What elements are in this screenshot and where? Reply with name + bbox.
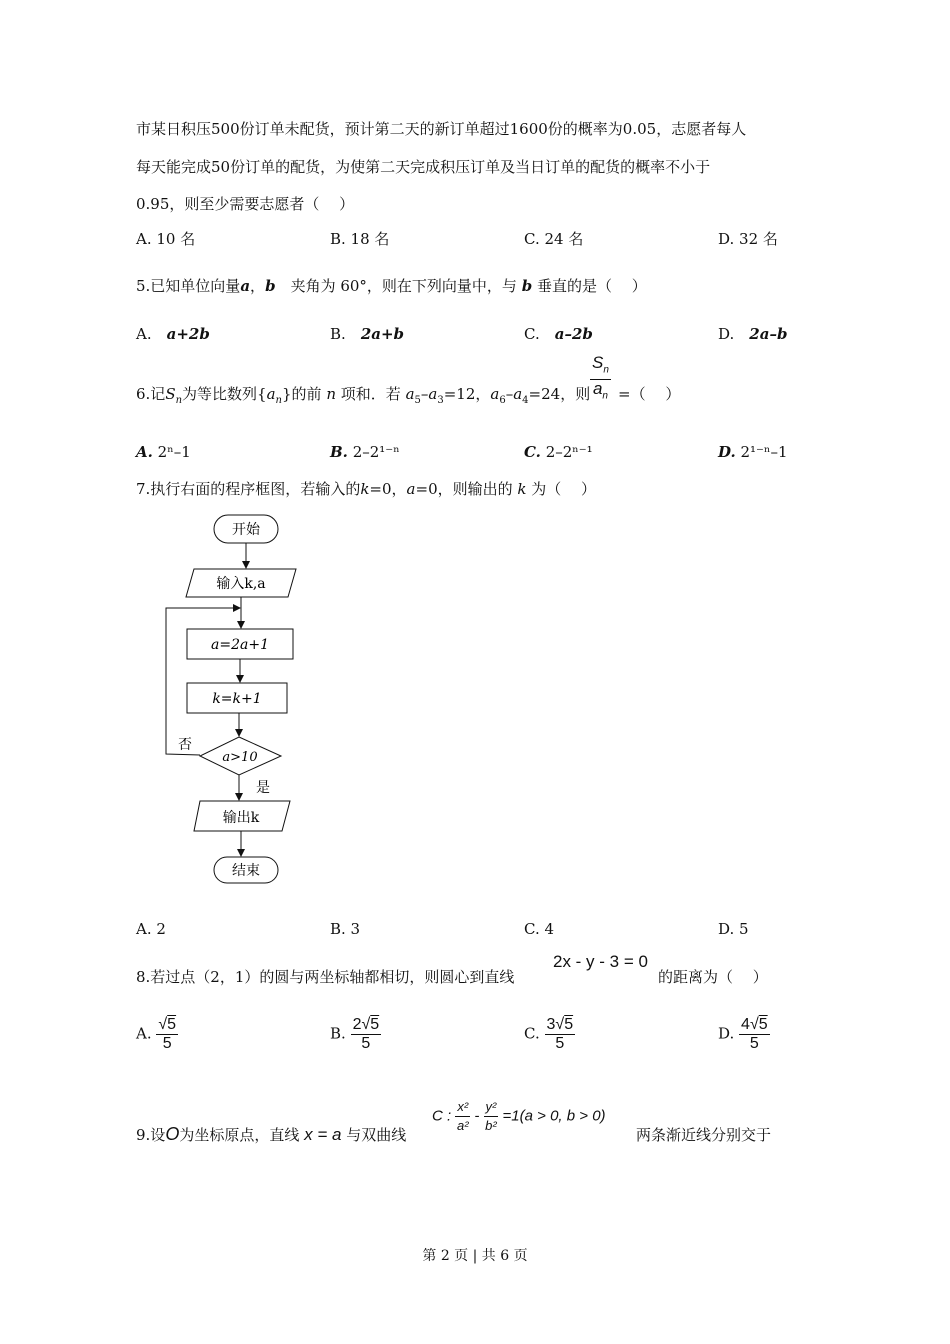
q8-option-b: B. $\frac{2√5}{5}$ bbox=[330, 1016, 380, 1052]
q6-stem: 6.记$S_n$为等比数列$\{a_n\}$的前 n 项和．若 $a_5-a_3=12$，$a_6-a_4=24$，则 bbox=[136, 385, 591, 406]
flow-yes-label: 是 bbox=[256, 780, 270, 796]
q6-fraction: $\frac{S_n}{a_n}$ bbox=[592, 353, 609, 402]
q7-option-a: A. 2 bbox=[136, 920, 166, 938]
q6-option-d: D. 2¹⁻ⁿ–1 bbox=[718, 443, 788, 461]
q4-option-c: C. 24 名 bbox=[524, 230, 584, 248]
q8-stem: 8.若过点（2，1）的圆与两坐标轴都相切，则圆心到直线 bbox=[136, 968, 515, 986]
flow-step2-label: k=k+1 bbox=[212, 691, 262, 707]
flow-cond-label: a>10 bbox=[222, 750, 258, 765]
flow-step1-label: a=2a+1 bbox=[211, 637, 269, 653]
q7-option-d: D. 5 bbox=[718, 920, 749, 938]
q9-hyperbola: C : $\frac{\text{x²}}{\text{a²}}$ - $\frac{\text{y²}}{\text{b²}}$ =1(a > 0, b > 0) bbox=[432, 1099, 606, 1133]
q7-option-b: B. 3 bbox=[330, 920, 361, 938]
q8-option-c: C. $\frac{3√5}{5}$ bbox=[524, 1016, 574, 1052]
q8-option-d: D. $\frac{4√5}{5}$ bbox=[718, 1016, 768, 1052]
flow-input-label: 输入k,a bbox=[216, 576, 266, 592]
page-footer: 第 2 页 | 共 6 页 bbox=[422, 1248, 528, 1264]
q6-option-c: C. 2–2ⁿ⁻¹ bbox=[524, 443, 593, 461]
q6-option-a: A. 2ⁿ–1 bbox=[136, 443, 191, 461]
q5-option-b: B. 2a+b bbox=[330, 325, 405, 343]
flow-start-label: 开始 bbox=[232, 522, 260, 538]
q4-line1: 市某日积压500份订单未配货，预计第二天的新订单超过1600份的概率为0.05，志愿者每人 bbox=[136, 120, 747, 138]
q4-option-d: D. 32 名 bbox=[718, 230, 778, 248]
q4-line2: 每天能完成50份订单的配货，为使第二天完成积压订单及当日订单的配货的概率不小于 bbox=[136, 158, 711, 176]
flow-no-label: 否 bbox=[178, 737, 192, 753]
q4-option-b: B. 18 名 bbox=[330, 230, 390, 248]
q7-option-c: C. 4 bbox=[524, 920, 555, 938]
q5-option-a: A. a+2b bbox=[136, 325, 210, 343]
flow-end-label: 结束 bbox=[232, 863, 260, 879]
q4-option-a: A. 10 名 bbox=[136, 230, 196, 248]
q6-tail: =（ ） bbox=[618, 385, 681, 403]
q9-stem: 9.设O为坐标原点，直线 x = a 与双曲线 bbox=[136, 1124, 407, 1144]
flowchart bbox=[150, 505, 310, 895]
q6-option-b: B. 2–2¹⁻ⁿ bbox=[330, 443, 400, 461]
q5-option-c: C. a–2b bbox=[524, 325, 593, 343]
q5-option-d: D. 2a–b bbox=[718, 325, 788, 343]
q5-stem: 5.已知单位向量a，b 夹角为 60°，则在下列向量中，与 b 垂直的是（ ） bbox=[136, 277, 647, 295]
q8-line-eq: 2x - y - 3 = 0 bbox=[553, 952, 648, 971]
q9-tail: 两条渐近线分别交于 bbox=[636, 1126, 772, 1144]
flow-output-label: 输出k bbox=[222, 810, 260, 826]
q4-line3: 0.95，则至少需要志愿者（ ） bbox=[136, 195, 355, 213]
q8-tail: 的距离为（ ） bbox=[658, 968, 768, 986]
q7-stem: 7.执行右面的程序框图，若输入的k=0，a=0，则输出的 k 为（ ） bbox=[136, 480, 597, 498]
q8-option-a: A. $\frac{√5}{5}$ bbox=[136, 1016, 177, 1052]
